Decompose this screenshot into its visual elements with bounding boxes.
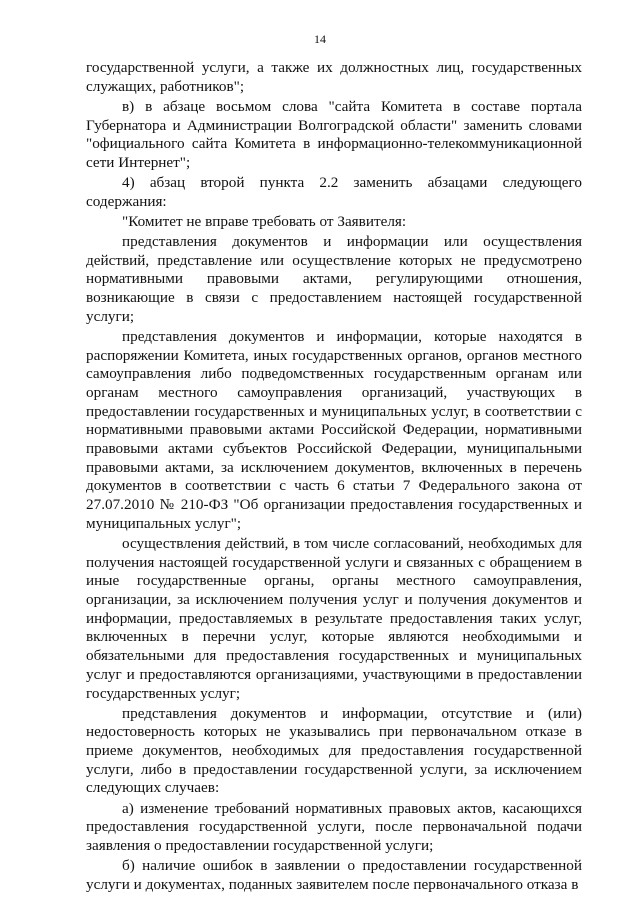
paragraph-requirement-1: представления документов и информации или осуществления действий, представление или осуществление которых не предусмотрено нормативными правовыми актами, регулирующими отношения, возникающие в связи с предоставлением настоящей государственной услуги;	[86, 232, 582, 325]
paragraph-quote-intro: "Комитет не вправе требовать от Заявителя:	[122, 212, 407, 230]
paragraph-continuation: государственной услуги, а также их должностных лиц, государственных служащих, работников";	[86, 59, 582, 95]
paragraph-item-v: в) в абзаце восьмом слова "сайта Комитета в составе портала Губернатора и Администрации Волгоградской области" заменить словами "официального сайта Комитета в информационно-телекоммуникационной сети Интернет";	[86, 97, 582, 171]
paragraph-item-4: 4) абзац второй пункта 2.2 заменить абзацами следующего содержания:	[86, 174, 582, 210]
paragraph-requirement-4: представления документов и информации, отсутствие и (или) недостоверность которых не указывались при первоначальном отказе в приеме документов, необходимых для предоставления государственной услуги, либо в предоставлении государственной услуги, за исключением следующих случаев:	[86, 704, 582, 797]
paragraph-case-b: б) наличие ошибок в заявлении о предоставлении государственной услуги и документах, поданных заявителем после первоначального отказа в	[86, 857, 582, 893]
paragraph-requirement-2: представления документов и информации, которые находятся в распоряжении Комитета, иных государственных органов, органов местного самоуправления либо подведомственных государственным органам или органам местного самоуправления организаций, участвующих в предоставлении государственных и муниципальных услуг, в соответствии с нормативными правовыми актами Российской Федерации, нормативными правовыми актами субъектов Российской Федерации, муниципальными правовыми актами, за исключением документов, включенных в перечень документов в соответствии с часть 6 статьи 7 Федерального закона от 27.07.2010 № 210-ФЗ "Об организации предоставления государственных и муниципальных услуг";	[86, 327, 582, 532]
document-body	[86, 59, 582, 896]
paragraph-requirement-3: осуществления действий, в том числе согласований, необходимых для получения настоящей государственной услуги и связанных с обращением в иные государственные органы, органы местного самоуправления, организации, за исключением получения услуг и получения документов и информации, предоставляемых в результате предоставления таких услуг, включенных в перечни услуг, которые являются необходимыми и обязательными для предоставления государственных и муниципальных услуг и предоставляются организациями, участвующими в предоставлении государственных услуг;	[86, 534, 582, 702]
paragraph-case-a: а) изменение требований нормативных правовых актов, касающихся предоставления государственной услуги, после первоначальной подачи заявления о предоставлении государственной услуги;	[86, 799, 582, 854]
page-number: 14	[314, 32, 326, 46]
